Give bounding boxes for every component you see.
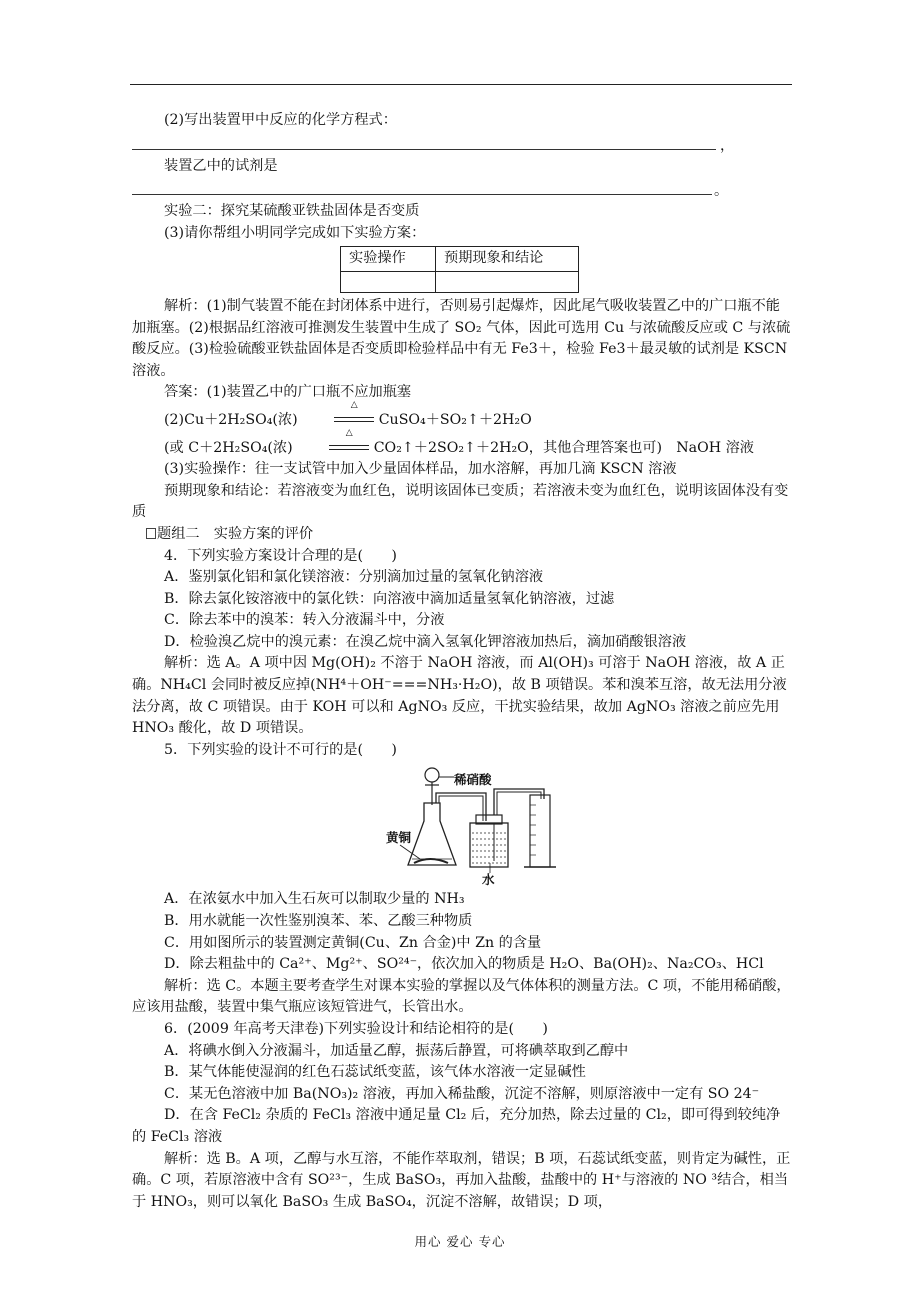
answer-blank-reagent (132, 177, 792, 201)
heat-icon: △ (345, 427, 353, 438)
table-header-result: 预期现象和结论 (436, 247, 579, 272)
table-empty-row (341, 271, 579, 292)
question-6-option-c: C．某无色溶液中加 Ba(NO₃)₂ 溶液，再加入稀盐酸，沉淀不溶解，则原溶液中一定有 SO 24⁻ (164, 1085, 760, 1102)
apparatus-diagram (394, 765, 594, 885)
reagent-prompt: 装置乙中的试剂是 (164, 157, 278, 174)
question-5-option-b: B．用水就能一次性鉴别溴苯、苯、乙酸三种物质 (164, 913, 473, 930)
label-brass: 黄铜 (386, 830, 412, 846)
equation-2-left: (或 C＋2H₂SO₄(浓) (164, 439, 293, 456)
equation-1 (132, 399, 792, 432)
answer-blank-equation (132, 132, 792, 156)
equation-1-left: (2)Cu＋2H₂SO₄(浓) (164, 411, 298, 428)
label-dilute-nitric-acid: 稀硝酸 (454, 772, 492, 788)
label-water: 水 (482, 872, 495, 888)
question-5-option-a: A．在浓氨水中加入生石灰可以制取少量的 NH₃ (164, 891, 465, 908)
analysis-4: 解析：选 A。A 项中因 Mg(OH)₂ 不溶于 NaOH 溶液，而 Al(OH)₃ 可溶于 NaOH 溶液，故 A 正确。NH₄Cl 会同时被反应掉(NH⁴＋OH⁻===NH₃·H₂O)，故 B 项错误。苯和溴苯互溶，故无法用分液法分离，故 C 项错误。由于 KOH 可以和 AgNO₃ 反应，干扰实验结果，故加 AgNO₃ 溶液之前应先用 HNO₃ 酸化，故 D 项错误。 (132, 655, 787, 737)
question-6-option-a: A．将碘水倒入分液漏斗，加适量乙醇，振荡后静置，可将碘萃取到乙醇中 (164, 1042, 629, 1059)
table-cell-result (436, 271, 579, 292)
analysis-6: 解析：选 B。A 项，乙醇与水互溶，不能作萃取剂，错误；B 项，石蕊试纸变蓝，则肯定为碱性，正确。C 项，若原溶液中含有 SO²³⁻，生成 BaSO₃，再加入盐酸，盐酸中的 H⁺与溶液的 NO ³结合，相当于 HNO₃，则可以氧化 BaSO₃ 生成 BaSO₄，沉淀不溶解，故错误；D 项， (132, 1150, 791, 1210)
checkbox-square-icon (146, 528, 156, 539)
question-6-option-b: B．某气体能使湿润的红色石蕊试纸变蓝，该气体水溶液一定显碱性 (164, 1064, 586, 1081)
heat-icon: △ (350, 399, 358, 410)
answer-1: 答案：(1)装置乙中的广口瓶不应加瓶塞 (164, 384, 412, 401)
answer-3-result: 预期现象和结论：若溶液变为血红色，说明该固体已变质；若溶液未变为血红色，说明该固体没有变质 (132, 482, 789, 521)
answer-3-operation: (3)实验操作：往一支试管中加入少量固体样品，加水溶解，再加几滴 KSCN 溶液 (164, 461, 677, 478)
equation-2 (132, 427, 792, 460)
question-4-option-d: D．检验溴乙烷中的溴元素：在溴乙烷中滴入氢氧化钾溶液加热后，滴加硝酸银溶液 (164, 633, 687, 650)
blank-period: 。 (714, 183, 729, 200)
question-4: 4．下列实验方案设计合理的是( ) (164, 547, 397, 564)
question-6: 6．(2009 年高考天津卷)下列实验设计和结论相符的是( ) (164, 1021, 548, 1037)
page-footer: 用心 爱心 专心 (414, 1234, 506, 1249)
table-header-row (341, 247, 579, 272)
question-4-option-c: C．除去苯中的溴苯：转入分液漏斗中，分液 (164, 612, 445, 629)
apparatus-figure (386, 765, 594, 888)
question-5: 5．下列实验的设计不可行的是( ) (164, 741, 397, 758)
question-4-option-a: A．鉴别氯化铝和氯化镁溶液：分别滴加过量的氢氧化钠溶液 (164, 569, 544, 586)
analysis-1: 解析：(1)制气装置不能在封闭体系中进行，否则易引起爆炸，因此尾气吸收装置乙中的广口瓶不能加瓶塞。(2)根据品红溶液可推测发生装置中生成了 SO₂ 气体，因此可选用 Cu 与浓硫酸反应或 C 与浓硫酸反应。(3)检验硫酸亚铁盐固体是否变质即检验样品中有无 Fe3＋，检验 Fe3＋最灵敏的试剂是 KSCN 溶液。 (132, 297, 791, 379)
group-2-heading (132, 524, 792, 546)
table-header-operation: 实验操作 (341, 247, 436, 272)
equation-1-right: CuSO₄＋SO₂↑＋2H₂O (378, 411, 532, 428)
equation-2-right: CO₂↑＋2SO₂↑＋2H₂O，其他合理答案也可) NaOH 溶液 (373, 439, 754, 456)
experiment-plan-table (340, 246, 579, 293)
question-6-option-d: D．在含 FeCl₂ 杂质的 FeCl₃ 溶液中通足量 Cl₂ 后，充分加热，除去过量的 Cl₂，即可得到较纯净的 FeCl₃ 溶液 (132, 1107, 781, 1145)
analysis-5: 解析：选 C。本题主要考查学生对课本实验的掌握以及气体体积的测量方法。C 项，不能用稀硝酸，应该用盐酸，装置中集气瓶应该短管进气，长管出水。 (132, 977, 791, 1016)
q2-prompt: (2)写出装置甲中反应的化学方程式： (164, 112, 397, 128)
header-rule (130, 84, 792, 85)
question-5-option-c: C．用如图所示的装置测定黄铜(Cu、Zn 合金)中 Zn 的含量 (164, 934, 542, 951)
exp2-title: 实验二：探究某硫酸亚铁盐固体是否变质 (164, 203, 420, 220)
question-4-option-b: B．除去氯化铵溶液中的氯化铁：向溶液中滴加适量氢氧化钠溶液，过滤 (164, 590, 615, 607)
heat-equals-sign (297, 427, 369, 460)
document-body (132, 110, 792, 1213)
blank-comma: ， (720, 137, 735, 154)
question-5-option-d: D．除去粗盐中的 Ca²⁺、Mg²⁺、SO²⁴⁻，依次加入的物质是 H₂O、Ba(OH)₂、Na₂CO₃、HCl (164, 956, 764, 973)
table-cell-operation (341, 271, 436, 292)
q3-prompt: (3)请你帮组小明同学完成如下实验方案： (164, 224, 426, 241)
group-2-title: 题组二 实验方案的评价 (157, 525, 314, 542)
